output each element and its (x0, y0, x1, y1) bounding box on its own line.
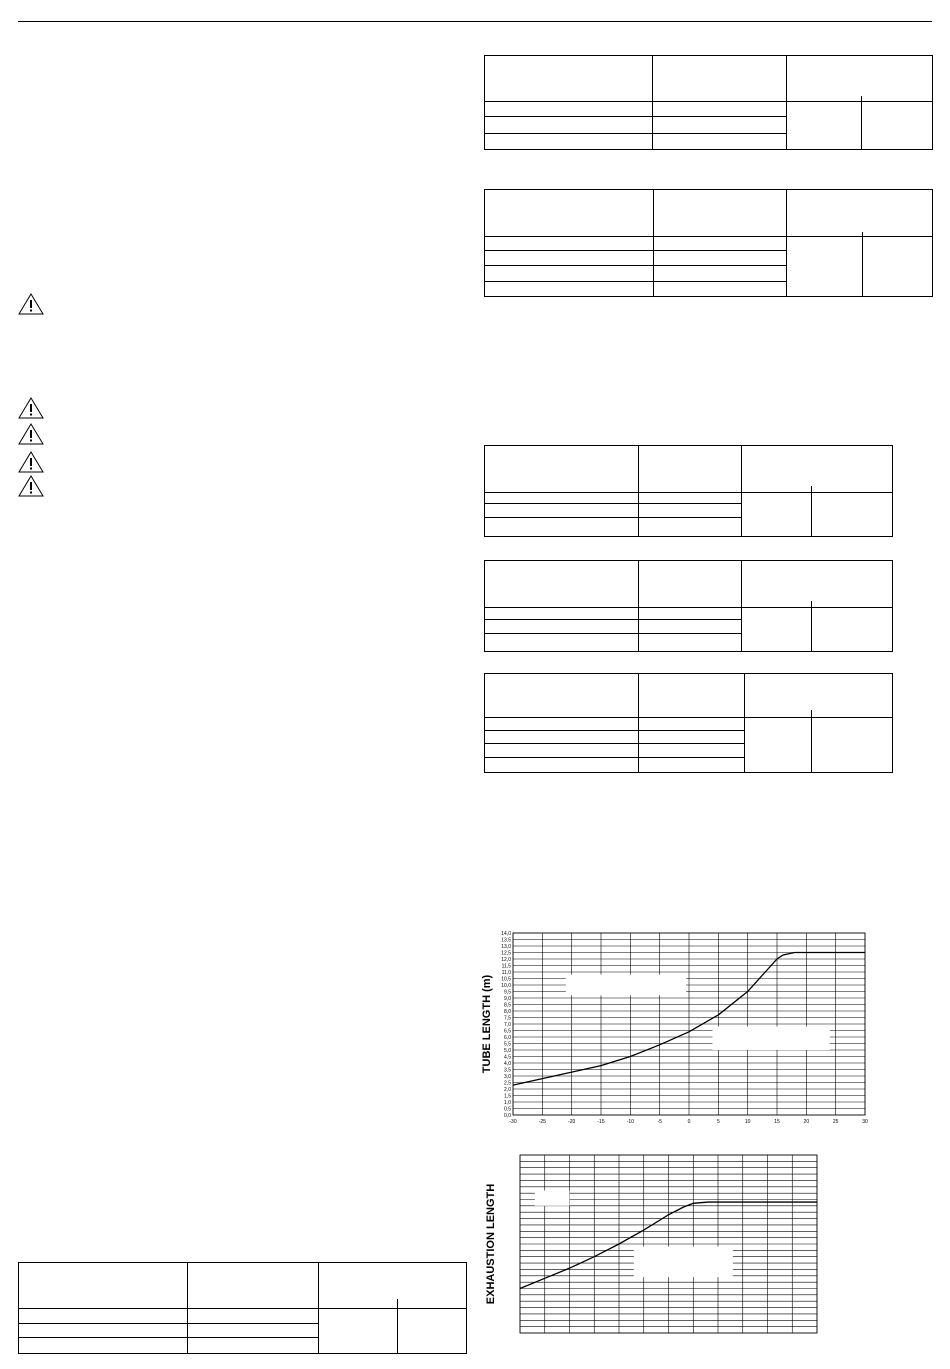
y-tick-label: 4,0 (504, 1060, 511, 1067)
y-tick-label: 5,5 (504, 1041, 511, 1048)
warning-icon (18, 293, 44, 315)
y-tick-label: 6,0 (504, 1034, 511, 1041)
y-tick-label: 10,0 (501, 982, 511, 989)
y-tick-label: 11,5 (501, 963, 511, 970)
label-box (535, 1191, 570, 1206)
spec-table (484, 445, 893, 537)
y-tick-label: 0,5 (504, 1106, 511, 1113)
y-tick-label: 3,0 (504, 1073, 511, 1080)
y-tick-label: 3,5 (504, 1067, 511, 1074)
spec-table (18, 1262, 467, 1354)
y-tick-label: 5,0 (504, 1047, 511, 1054)
y-tick-label: 8,0 (504, 1008, 511, 1015)
warning-icon (18, 451, 44, 473)
y-tick-label: 9,0 (504, 995, 511, 1002)
x-tick-label: 30 (862, 1119, 868, 1125)
x-tick-label: -5 (657, 1119, 662, 1125)
x-tick-label: -10 (626, 1119, 634, 1125)
x-tick-label: -25 (538, 1119, 546, 1125)
spec-table (484, 560, 893, 652)
spec-table (484, 55, 933, 150)
x-tick-label: -30 (509, 1119, 517, 1125)
y-tick-label: 2,0 (504, 1086, 511, 1093)
y-tick-label: 13,0 (501, 943, 511, 950)
x-tick-label: 15 (774, 1119, 780, 1125)
y-tick-label: 7,5 (504, 1015, 511, 1022)
y-tick-label: 2,5 (504, 1080, 511, 1087)
spec-table (484, 673, 893, 773)
y-tick-label: 10,5 (501, 976, 511, 983)
y-axis-label: EXHAUSTION LENGTH (485, 1183, 497, 1305)
y-tick-label: 12,0 (501, 956, 511, 963)
x-tick-label: 10 (744, 1119, 751, 1125)
spec-table (484, 189, 933, 297)
header-rule (18, 21, 932, 22)
warning-icon (18, 397, 44, 419)
y-tick-label: 14,0 (501, 930, 511, 937)
y-tick-label: 12,5 (501, 950, 511, 957)
y-tick-label: 0,0 (504, 1112, 511, 1119)
x-tick-label: -15 (597, 1119, 605, 1125)
warning-icon (18, 475, 44, 497)
label-box (566, 975, 686, 996)
y-tick-label: 1,5 (504, 1093, 511, 1100)
x-tick-label: 5 (716, 1119, 720, 1125)
x-tick-label: 20 (803, 1119, 810, 1125)
x-tick-label: -20 (568, 1119, 576, 1125)
warning-icon (18, 423, 44, 445)
y-tick-label: 9,5 (504, 989, 511, 996)
y-tick-label: 13,5 (501, 937, 511, 944)
tube-length-chart (470, 925, 880, 1130)
exhaustion-length-chart (470, 1150, 830, 1340)
x-tick-label: 0 (687, 1119, 691, 1125)
label-box (634, 1247, 733, 1278)
y-tick-label: 6,5 (504, 1028, 511, 1035)
y-tick-label: 11,0 (501, 969, 511, 976)
y-tick-label: 1,0 (504, 1099, 511, 1106)
x-tick-label: 25 (832, 1119, 839, 1125)
y-tick-label: 7,0 (504, 1021, 511, 1028)
y-tick-label: 4,5 (504, 1054, 511, 1061)
label-box (712, 1027, 829, 1050)
y-axis-label: TUBE LENGTH (m) (481, 974, 493, 1074)
y-tick-label: 8,5 (504, 1002, 511, 1009)
